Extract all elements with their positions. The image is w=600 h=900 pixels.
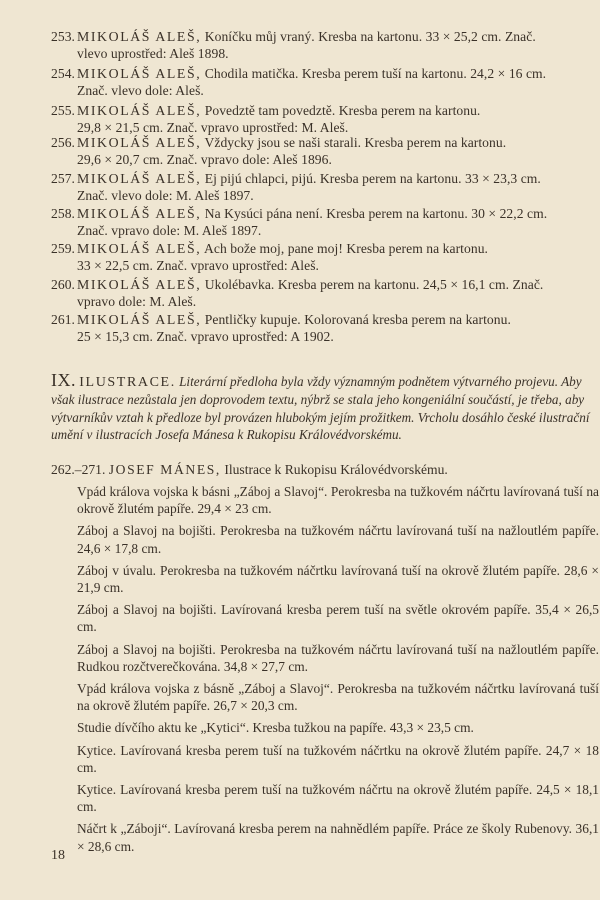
entry-number: 256. — [51, 135, 75, 150]
entry-number: 254. — [51, 66, 75, 81]
entry-text-cont: 29,8 × 21,5 cm. Znač. vpravo uprostřed: M. Aleš. — [77, 120, 349, 135]
group-number: 262.–271. — [51, 462, 106, 477]
group-item: Vpád králova vojska z básně „Záboj a Slavoj“. Perokresba na tužkovém náčrtku lavírovaná tuší na okrově žlutém papíře. 26,7 × 20,3 cm. — [77, 681, 599, 714]
group-item: Studie dívčího aktu ke „Kytici“. Kresba tužkou na papíře. 43,3 × 23,5 cm. — [77, 720, 474, 736]
entry-number: 261. — [51, 312, 75, 327]
artist-name: MIKOLÁŠ ALEŠ, — [77, 241, 202, 256]
entry-text-cont: 25 × 15,3 cm. Znač. vpravo uprostřed: A 1902. — [77, 329, 334, 344]
group-item: Záboj a Slavoj na bojišti. Lavírovaná kresba perem tuší na světle okrovém papíře. 35,4 × 26,5 cm. — [77, 602, 599, 635]
catalog-entry-258 — [51, 205, 599, 239]
group-item: Záboj a Slavoj na bojišti. Perokresba na tužkovém náčrtu lavírovaná tuší na nažloutlém papíře. 24,6 × 17,8 cm. — [77, 523, 599, 556]
section-intro: Literární předloha byla vždy významným podnětem výtvarného projevu. Aby však ilustrace nezůstala jen doprovodem textu, nýbrž se stala jeho kongeniální součástí, je třeba, aby výtvarníkův vztah k předloze byl provázen hlubokým jejím prožitkem. Vrcholu dosáhlo české ilustrační umění v ilustracích Josefa Mánesa k Rukopisu Královédvorskému. — [51, 374, 590, 443]
artist-name: MIKOLÁŠ ALEŠ, — [77, 206, 202, 221]
entry-number: 259. — [51, 241, 75, 256]
group-item: Vpád králova vojska k básni „Záboj a Slavoj“. Perokresba na tužkovém náčrtu lavírovaná tuší na okrově žlutém papíře. 29,4 × 23 cm. — [77, 484, 599, 517]
entry-number: 255. — [51, 103, 75, 118]
group-item: Kytice. Lavírovaná kresba perem tuší na tužkovém náčrtku na okrově žlutém papíře. 24,7 × 18 cm. — [77, 742, 599, 775]
entry-number: 253. — [51, 29, 75, 44]
catalog-group-262-271 — [51, 461, 599, 855]
entry-text: Koníčku můj vraný. Kresba na kartonu. 33 × 25,2 cm. Znač. — [204, 29, 536, 44]
entry-text: Ukolébavka. Kresba perem na kartonu. 24,5 × 16,1 cm. Znač. — [204, 277, 544, 292]
entry-text: Vždycky jsou se naši starali. Kresba perem na kartonu. — [204, 135, 507, 150]
entry-number: 258. — [51, 206, 75, 221]
artist-name: MIKOLÁŠ ALEŠ, — [77, 135, 202, 150]
section-heading: ILUSTRACE. — [79, 375, 176, 390]
catalog-entry-259 — [51, 240, 599, 274]
group-header — [51, 461, 599, 478]
catalog-entry-256 — [51, 134, 599, 168]
artist-name: MIKOLÁŠ ALEŠ, — [77, 277, 202, 292]
artist-name: MIKOLÁŠ ALEŠ, — [77, 66, 202, 81]
group-item: Kytice. Lavírovaná kresba perem tuší na tužkovém náčrtu na okrově žlutém papíře. 24,5 × 18,1 cm. — [77, 782, 599, 815]
entry-text: Ej pijú chlapci, pijú. Kresba perem na kartonu. 33 × 23,3 cm. — [204, 171, 541, 186]
artist-name: MIKOLÁŠ ALEŠ, — [77, 171, 202, 186]
catalog-entry-260 — [51, 276, 599, 310]
entry-text-cont: Znač. vlevo dole: Aleš. — [77, 83, 204, 98]
entry-text-cont: 29,6 × 20,7 cm. Znač. vpravo dole: Aleš 1896. — [77, 152, 332, 167]
page-number: 18 — [51, 848, 65, 863]
entry-text: Ach bože moj, pane moj! Kresba perem na kartonu. — [204, 241, 488, 256]
section-ix-ilustrace — [51, 372, 599, 444]
catalog-entry-261 — [51, 311, 599, 345]
group-item: Náčrt k „Záboji“. Lavírovaná kresba perem na nahnědlém papíře. Práce ze školy Rubenovy. 36,1 × 28,6 cm. — [77, 821, 599, 854]
entry-text-cont: vlevo uprostřed: Aleš 1898. — [77, 46, 229, 61]
entry-number: 257. — [51, 171, 75, 186]
entry-text-cont: Znač. vlevo dole: M. Aleš 1897. — [77, 188, 254, 203]
artist-name: MIKOLÁŠ ALEŠ, — [77, 103, 202, 118]
entry-text: Chodila matička. Kresba perem tuší na kartonu. 24,2 × 16 cm. — [204, 66, 547, 81]
group-item: Záboj a Slavoj na bojišti. Perokresba na tužkovém náčrtu lavírovaná tuší na nažloutlém papíře. Rudkou rozčtverečkována. 34,8 × 27,7 cm. — [77, 641, 599, 674]
catalog-entry-254 — [51, 65, 599, 99]
entry-text: Povedztě tam povedztě. Kresba perem na kartonu. — [204, 103, 481, 118]
entry-text: Pentličky kupuje. Kolorovaná kresba perem na kartonu. — [204, 312, 511, 327]
section-number: IX. — [51, 370, 76, 390]
entry-text-cont: 33 × 22,5 cm. Znač. vpravo uprostřed: Aleš. — [77, 258, 319, 273]
artist-name: JOSEF MÁNES, — [108, 462, 221, 477]
entry-text-cont: Znač. vpravo dole: M. Aleš 1897. — [77, 223, 262, 238]
artist-name: MIKOLÁŠ ALEŠ, — [77, 29, 202, 44]
group-item: Záboj v úvalu. Perokresba na tužkovém náčrtku lavírovaná tuší na okrově žlutém papíře. 28,6 × 21,9 cm. — [77, 562, 599, 596]
catalog-entry-257 — [51, 170, 599, 204]
catalog-entry-255 — [51, 102, 599, 136]
entry-text: Na Kysúci pána není. Kresba perem na kartonu. 30 × 22,2 cm. — [204, 206, 548, 221]
entry-number: 260. — [51, 277, 75, 292]
artist-name: MIKOLÁŠ ALEŠ, — [77, 312, 202, 327]
catalog-entry-253 — [51, 28, 599, 62]
entry-text-cont: vpravo dole: M. Aleš. — [77, 294, 197, 309]
group-title: Ilustrace k Rukopisu Královédvorskému. — [224, 462, 448, 477]
